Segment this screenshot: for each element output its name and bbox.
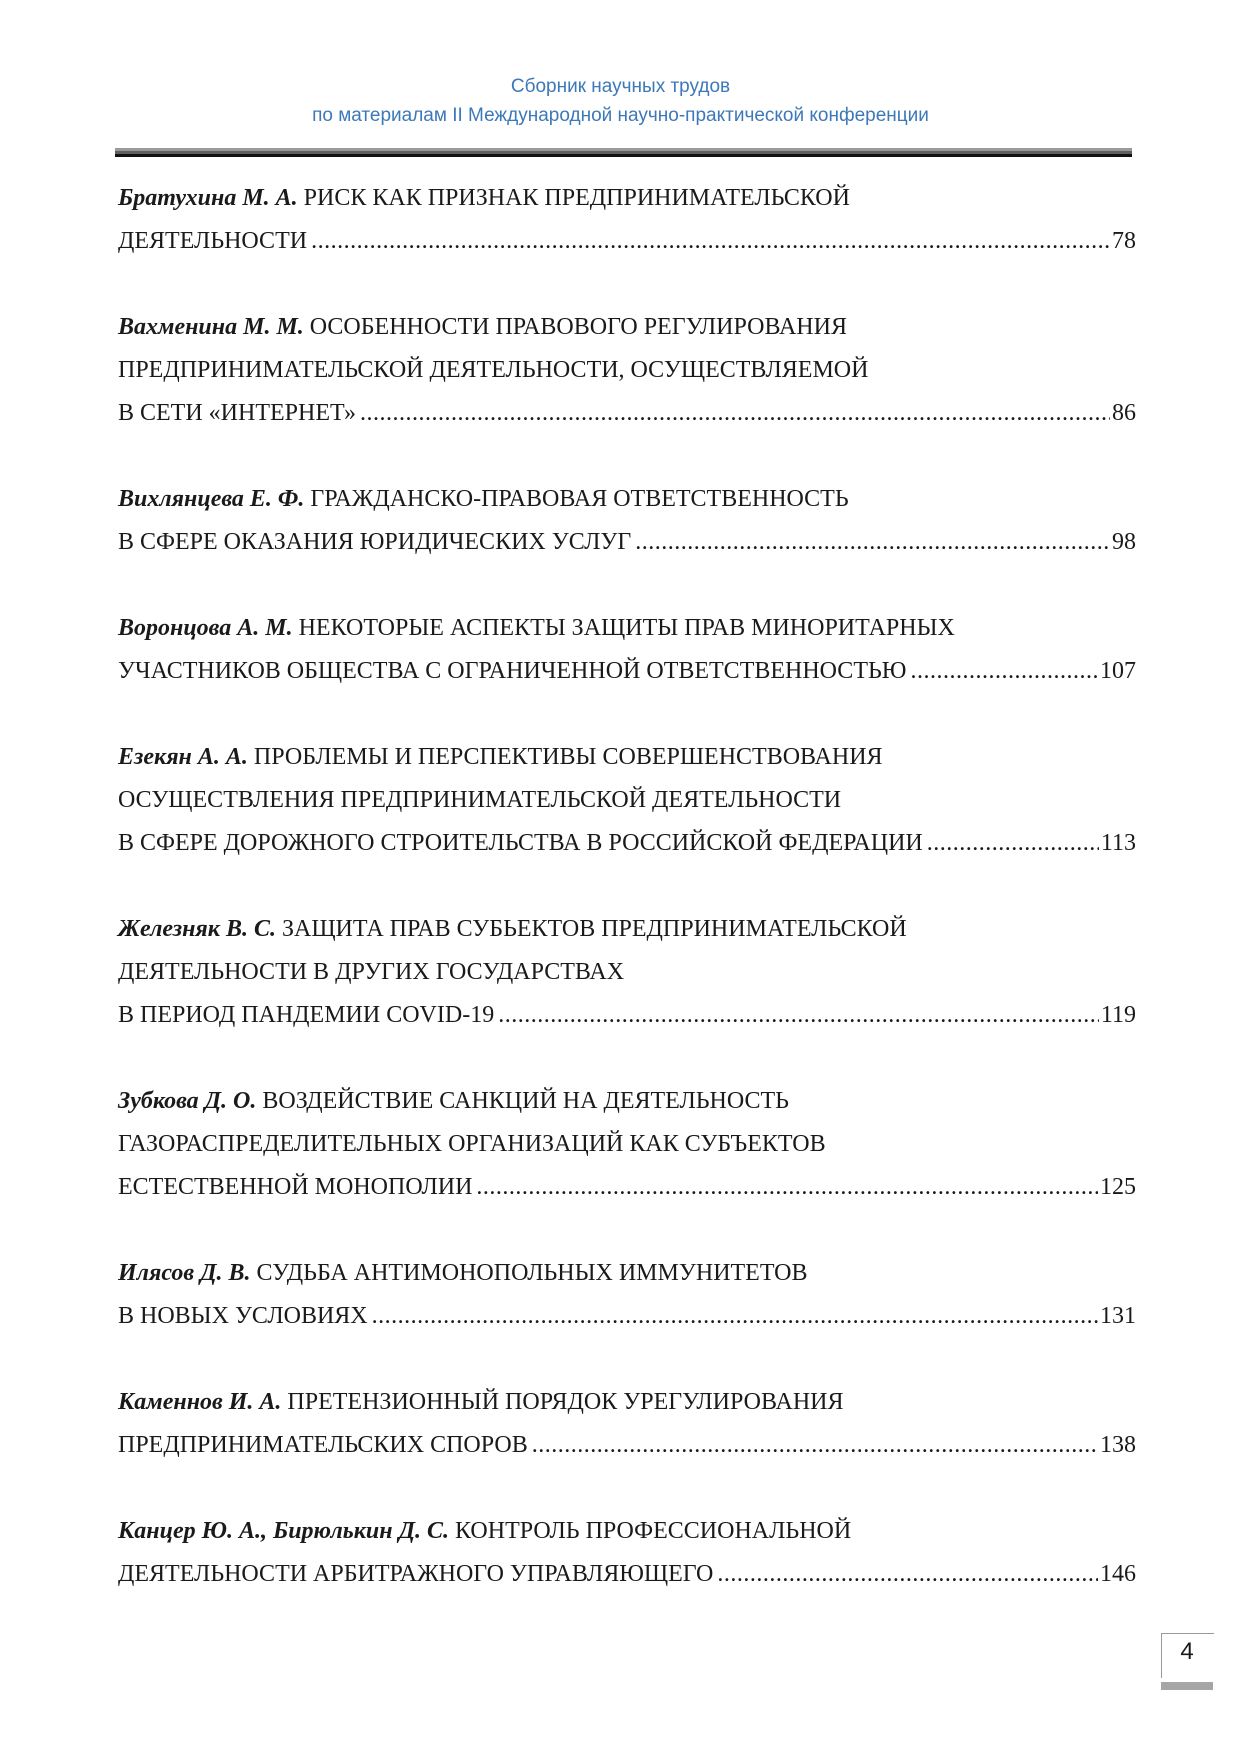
toc-entry-author: Воронцова А. М. [118, 615, 293, 641]
toc-entry-title-text: ПРОБЛЕМЫ И ПЕРСПЕКТИВЫ СОВЕРШЕНСТВОВАНИЯ [253, 744, 883, 770]
toc-entry-last-line [118, 521, 1136, 564]
header-rule [115, 148, 1132, 158]
toc-entry-title-end: ДЕЯТЕЛЬНОСТИ [118, 228, 308, 254]
toc-entry-title-line [118, 1252, 1136, 1295]
toc-entry-title-end: ПРЕДПРИНИМАТЕЛЬСКИХ СПОРОВ [118, 1432, 528, 1458]
toc-entry-title-end: ЕСТЕСТВЕННОЙ МОНОПОЛИИ [118, 1174, 473, 1200]
toc-entry-last-line [118, 822, 1136, 865]
toc-entry-author: Илясов Д. В. [118, 1260, 251, 1286]
toc-entry-title-line [118, 1123, 1136, 1166]
header-line-2: по материалам II Международной научно-практической конференции [312, 105, 929, 126]
toc-entry-page[interactable]: 138 [1100, 1432, 1136, 1458]
toc-entry-title-line [118, 908, 1136, 951]
toc-entry[interactable] [118, 177, 1136, 263]
toc-entry-page[interactable]: 78 [1112, 228, 1136, 254]
toc-entry-title-line [118, 177, 1136, 220]
toc-entry-title-line [118, 736, 1136, 779]
toc-entry-last-line [118, 1166, 1136, 1209]
toc-dot-leader [910, 650, 1098, 693]
toc-entry-page[interactable]: 119 [1100, 1002, 1136, 1028]
toc-entry-page[interactable]: 125 [1100, 1174, 1136, 1200]
header-line-1: Сборник научных трудов [510, 76, 731, 97]
page-number-bar [1161, 1682, 1213, 1690]
toc-entry-title-text: ЗАЩИТА ПРАВ СУБЬЕКТОВ ПРЕДПРИНИМАТЕЛЬСКОЙ [281, 916, 907, 942]
toc-entry-title-end: ДЕЯТЕЛЬНОСТИ АРБИТРАЖНОГО УПРАВЛЯЮЩЕГО [118, 1561, 714, 1587]
toc-entry[interactable] [118, 1381, 1136, 1467]
toc-entry-title-text: РИСК КАК ПРИЗНАК ПРЕДПРИНИМАТЕЛЬСКОЙ [303, 185, 850, 211]
toc-entry-author: Вихлянцева Е. Ф. [118, 486, 305, 512]
toc-entry-title-text: СУДЬБА АНТИМОНОПОЛЬНЫХ ИММУНИТЕТОВ [256, 1260, 808, 1286]
toc-entry-last-line [118, 392, 1136, 435]
toc-entry-last-line [118, 1553, 1136, 1596]
toc-entry-title-line [118, 951, 1136, 994]
toc-entry-title-text: ВОЗДЕЙСТВИЕ САНКЦИЙ НА ДЕЯТЕЛЬНОСТЬ [262, 1088, 789, 1114]
toc-entry-title-text: ГАЗОРАСПРЕДЕЛИТЕЛЬНЫХ ОРГАНИЗАЦИЙ КАК СУБЪЕКТОВ [118, 1131, 826, 1157]
toc-entry-page[interactable]: 146 [1100, 1561, 1136, 1587]
toc-entry-author: Братухина М. А. [118, 185, 298, 211]
toc-entry-title-end: В НОВЫХ УСЛОВИЯХ [118, 1303, 368, 1329]
toc-dot-leader [927, 822, 1099, 865]
toc-entry-title-line [118, 478, 1136, 521]
toc-entry-title-end: В ПЕРИОД ПАНДЕМИИ COVID-19 [118, 1002, 495, 1028]
table-of-contents [118, 177, 1136, 1639]
toc-entry-title-text: ОСУЩЕСТВЛЕНИЯ ПРЕДПРИНИМАТЕЛЬСКОЙ ДЕЯТЕЛЬНОСТИ [118, 787, 842, 813]
toc-entry-author: Канцер Ю. А., Бирюлькин Д. С. [118, 1518, 449, 1544]
toc-entry-title-line [118, 779, 1136, 822]
toc-entry-title-line [118, 607, 1136, 650]
toc-entry-title-text: ОСОБЕННОСТИ ПРАВОВОГО РЕГУЛИРОВАНИЯ [309, 314, 847, 340]
toc-entry-title-line [118, 1080, 1136, 1123]
toc-dot-leader [717, 1553, 1098, 1596]
toc-entry-title-end: В СЕТИ «ИНТЕРНЕТ» [118, 400, 357, 426]
toc-entry-title-text: ДЕЯТЕЛЬНОСТИ В ДРУГИХ ГОСУДАРСТВАХ [118, 959, 625, 985]
toc-entry-title-text: ПРЕДПРИНИМАТЕЛЬСКОЙ ДЕЯТЕЛЬНОСТИ, ОСУЩЕСТВЛЯЕМОЙ [118, 357, 869, 383]
toc-entry[interactable] [118, 1510, 1136, 1596]
toc-entry-page[interactable]: 98 [1112, 529, 1136, 555]
toc-entry-author: Вахменина М. М. [118, 314, 304, 340]
toc-entry[interactable] [118, 736, 1136, 865]
toc-dot-leader [311, 220, 1110, 263]
toc-entry-title-line [118, 306, 1136, 349]
toc-dot-leader [360, 392, 1110, 435]
toc-entry[interactable] [118, 306, 1136, 435]
toc-entry-title-text: ПРЕТЕНЗИОННЫЙ ПОРЯДОК УРЕГУЛИРОВАНИЯ [287, 1389, 844, 1415]
toc-entry-title-text: КОНТРОЛЬ ПРОФЕССИОНАЛЬНОЙ [455, 1518, 852, 1544]
toc-entry-author: Зубкова Д. О. [118, 1088, 257, 1114]
toc-entry-last-line [118, 650, 1136, 693]
toc-dot-leader [372, 1295, 1098, 1338]
toc-dot-leader [476, 1166, 1098, 1209]
toc-entry[interactable] [118, 607, 1136, 693]
toc-entry[interactable] [118, 908, 1136, 1037]
toc-entry-title-line [118, 349, 1136, 392]
toc-entry-last-line [118, 1424, 1136, 1467]
toc-entry-page[interactable]: 86 [1112, 400, 1136, 426]
toc-entry[interactable] [118, 1252, 1136, 1338]
toc-entry-title-line [118, 1510, 1136, 1553]
running-header [0, 72, 1241, 130]
toc-entry-last-line [118, 994, 1136, 1037]
toc-dot-leader [532, 1424, 1098, 1467]
toc-entry-title-end: В СФЕРЕ ОКАЗАНИЯ ЮРИДИЧЕСКИХ УСЛУГ [118, 529, 632, 555]
page-number: 4 [1180, 1638, 1194, 1665]
toc-entry-author: Каменнов И. А. [118, 1389, 282, 1415]
toc-entry-title-line [118, 1381, 1136, 1424]
toc-entry[interactable] [118, 478, 1136, 564]
toc-entry-last-line [118, 1295, 1136, 1338]
toc-dot-leader [635, 521, 1110, 564]
toc-entry-page[interactable]: 113 [1100, 830, 1136, 856]
toc-entry-title-end: В СФЕРЕ ДОРОЖНОГО СТРОИТЕЛЬСТВА В РОССИЙСКОЙ ФЕДЕРАЦИИ [118, 830, 923, 856]
toc-entry-title-end: УЧАСТНИКОВ ОБЩЕСТВА С ОГРАНИЧЕННОЙ ОТВЕТСТВЕННОСТЬЮ [118, 658, 907, 684]
toc-entry-title-text: ГРАЖДАНСКО-ПРАВОВАЯ ОТВЕТСТВЕННОСТЬ [310, 486, 849, 512]
toc-entry-title-text: НЕКОТОРЫЕ АСПЕКТЫ ЗАЩИТЫ ПРАВ МИНОРИТАРНЫХ [298, 615, 955, 641]
toc-entry[interactable] [118, 1080, 1136, 1209]
toc-entry-last-line [118, 220, 1136, 263]
toc-entry-author: Железняк В. С. [118, 916, 276, 942]
toc-dot-leader [498, 994, 1099, 1037]
toc-entry-page[interactable]: 131 [1100, 1303, 1136, 1329]
toc-entry-author: Езекян А. А. [118, 744, 248, 770]
toc-entry-page[interactable]: 107 [1100, 658, 1136, 684]
